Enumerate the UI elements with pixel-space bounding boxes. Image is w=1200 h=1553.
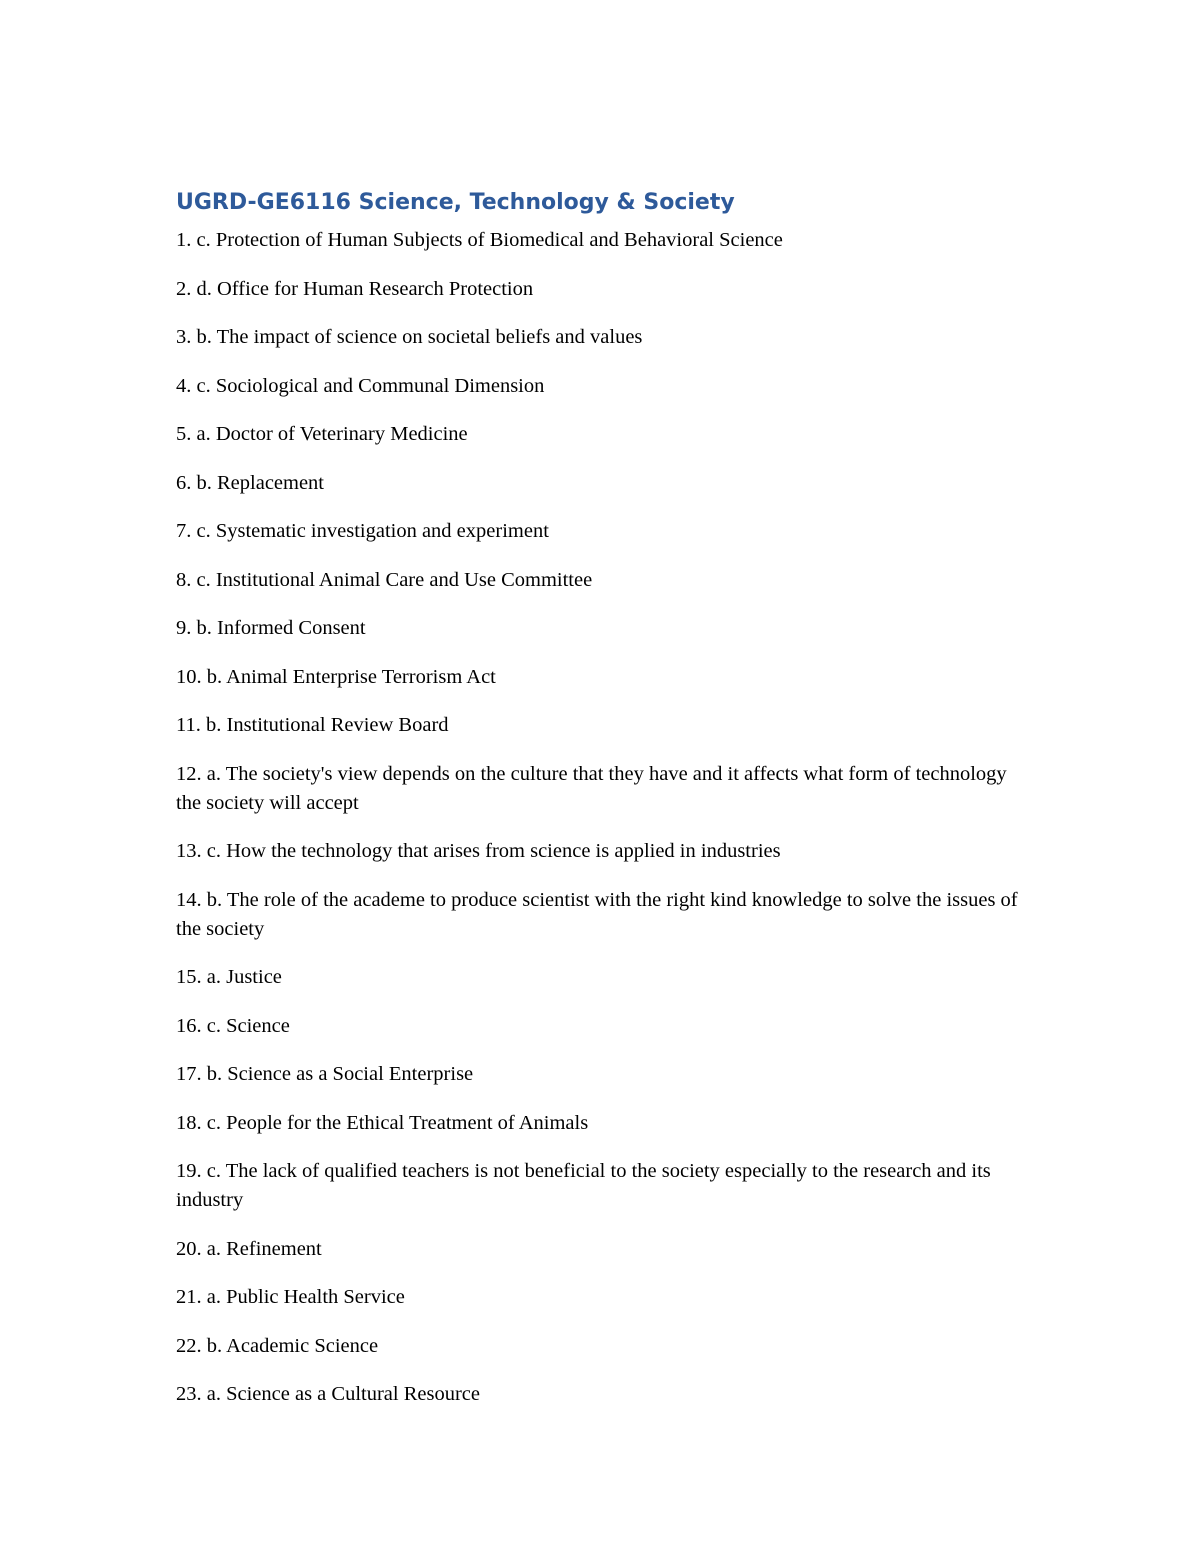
answer-item: 18. c. People for the Ethical Treatment of Animals: [176, 1111, 589, 1134]
answer-item: 19. c. The lack of qualified teachers is not beneficial to the society especially to the research and its industry: [176, 1160, 991, 1211]
answer-item: 23. a. Science as a Cultural Resource: [176, 1383, 480, 1405]
answer-item: 2. d. Office for Human Research Protection: [176, 277, 534, 300]
answer-item: 3. b. The impact of science on societal beliefs and values: [176, 326, 643, 348]
answer-item: 7. c. Systematic investigation and experiment: [176, 520, 549, 542]
answer-item: 21. a. Public Health Service: [176, 1286, 405, 1308]
answer-item: 15. a. Justice: [176, 966, 282, 988]
answer-list: [176, 226, 1036, 1429]
answer-item: 20. a. Refinement: [176, 1237, 322, 1260]
answer-item: 17. b. Science as a Social Enterprise: [176, 1063, 474, 1085]
answer-item: 12. a. The society's view depends on the culture that they have and it affects what form of technology the society will accept: [176, 762, 1007, 814]
answer-item: 16. c. Science: [176, 1014, 290, 1037]
answer-item: 9. b. Informed Consent: [176, 617, 366, 639]
answer-item: 8. c. Institutional Animal Care and Use Committee: [176, 568, 593, 591]
document-title: UGRD-GE6116 Science, Technology & Society: [176, 190, 735, 215]
answer-item: 1. c. Protection of Human Subjects of Biomedical and Behavioral Science: [176, 229, 783, 251]
answer-item: 5. a. Doctor of Veterinary Medicine: [176, 423, 468, 445]
answer-item: 13. c. How the technology that arises from science is applied in industries: [176, 840, 781, 862]
answer-item: 22. b. Academic Science: [176, 1334, 379, 1357]
answer-item: 10. b. Animal Enterprise Terrorism Act: [176, 665, 496, 688]
answer-item: 4. c. Sociological and Communal Dimension: [176, 374, 545, 397]
answer-item: 14. b. The role of the academe to produce scientist with the right kind knowledge to solve the issues of the society: [176, 888, 1018, 940]
answer-item: 6. b. Replacement: [176, 471, 325, 494]
answer-item: 11. b. Institutional Review Board: [176, 714, 449, 736]
